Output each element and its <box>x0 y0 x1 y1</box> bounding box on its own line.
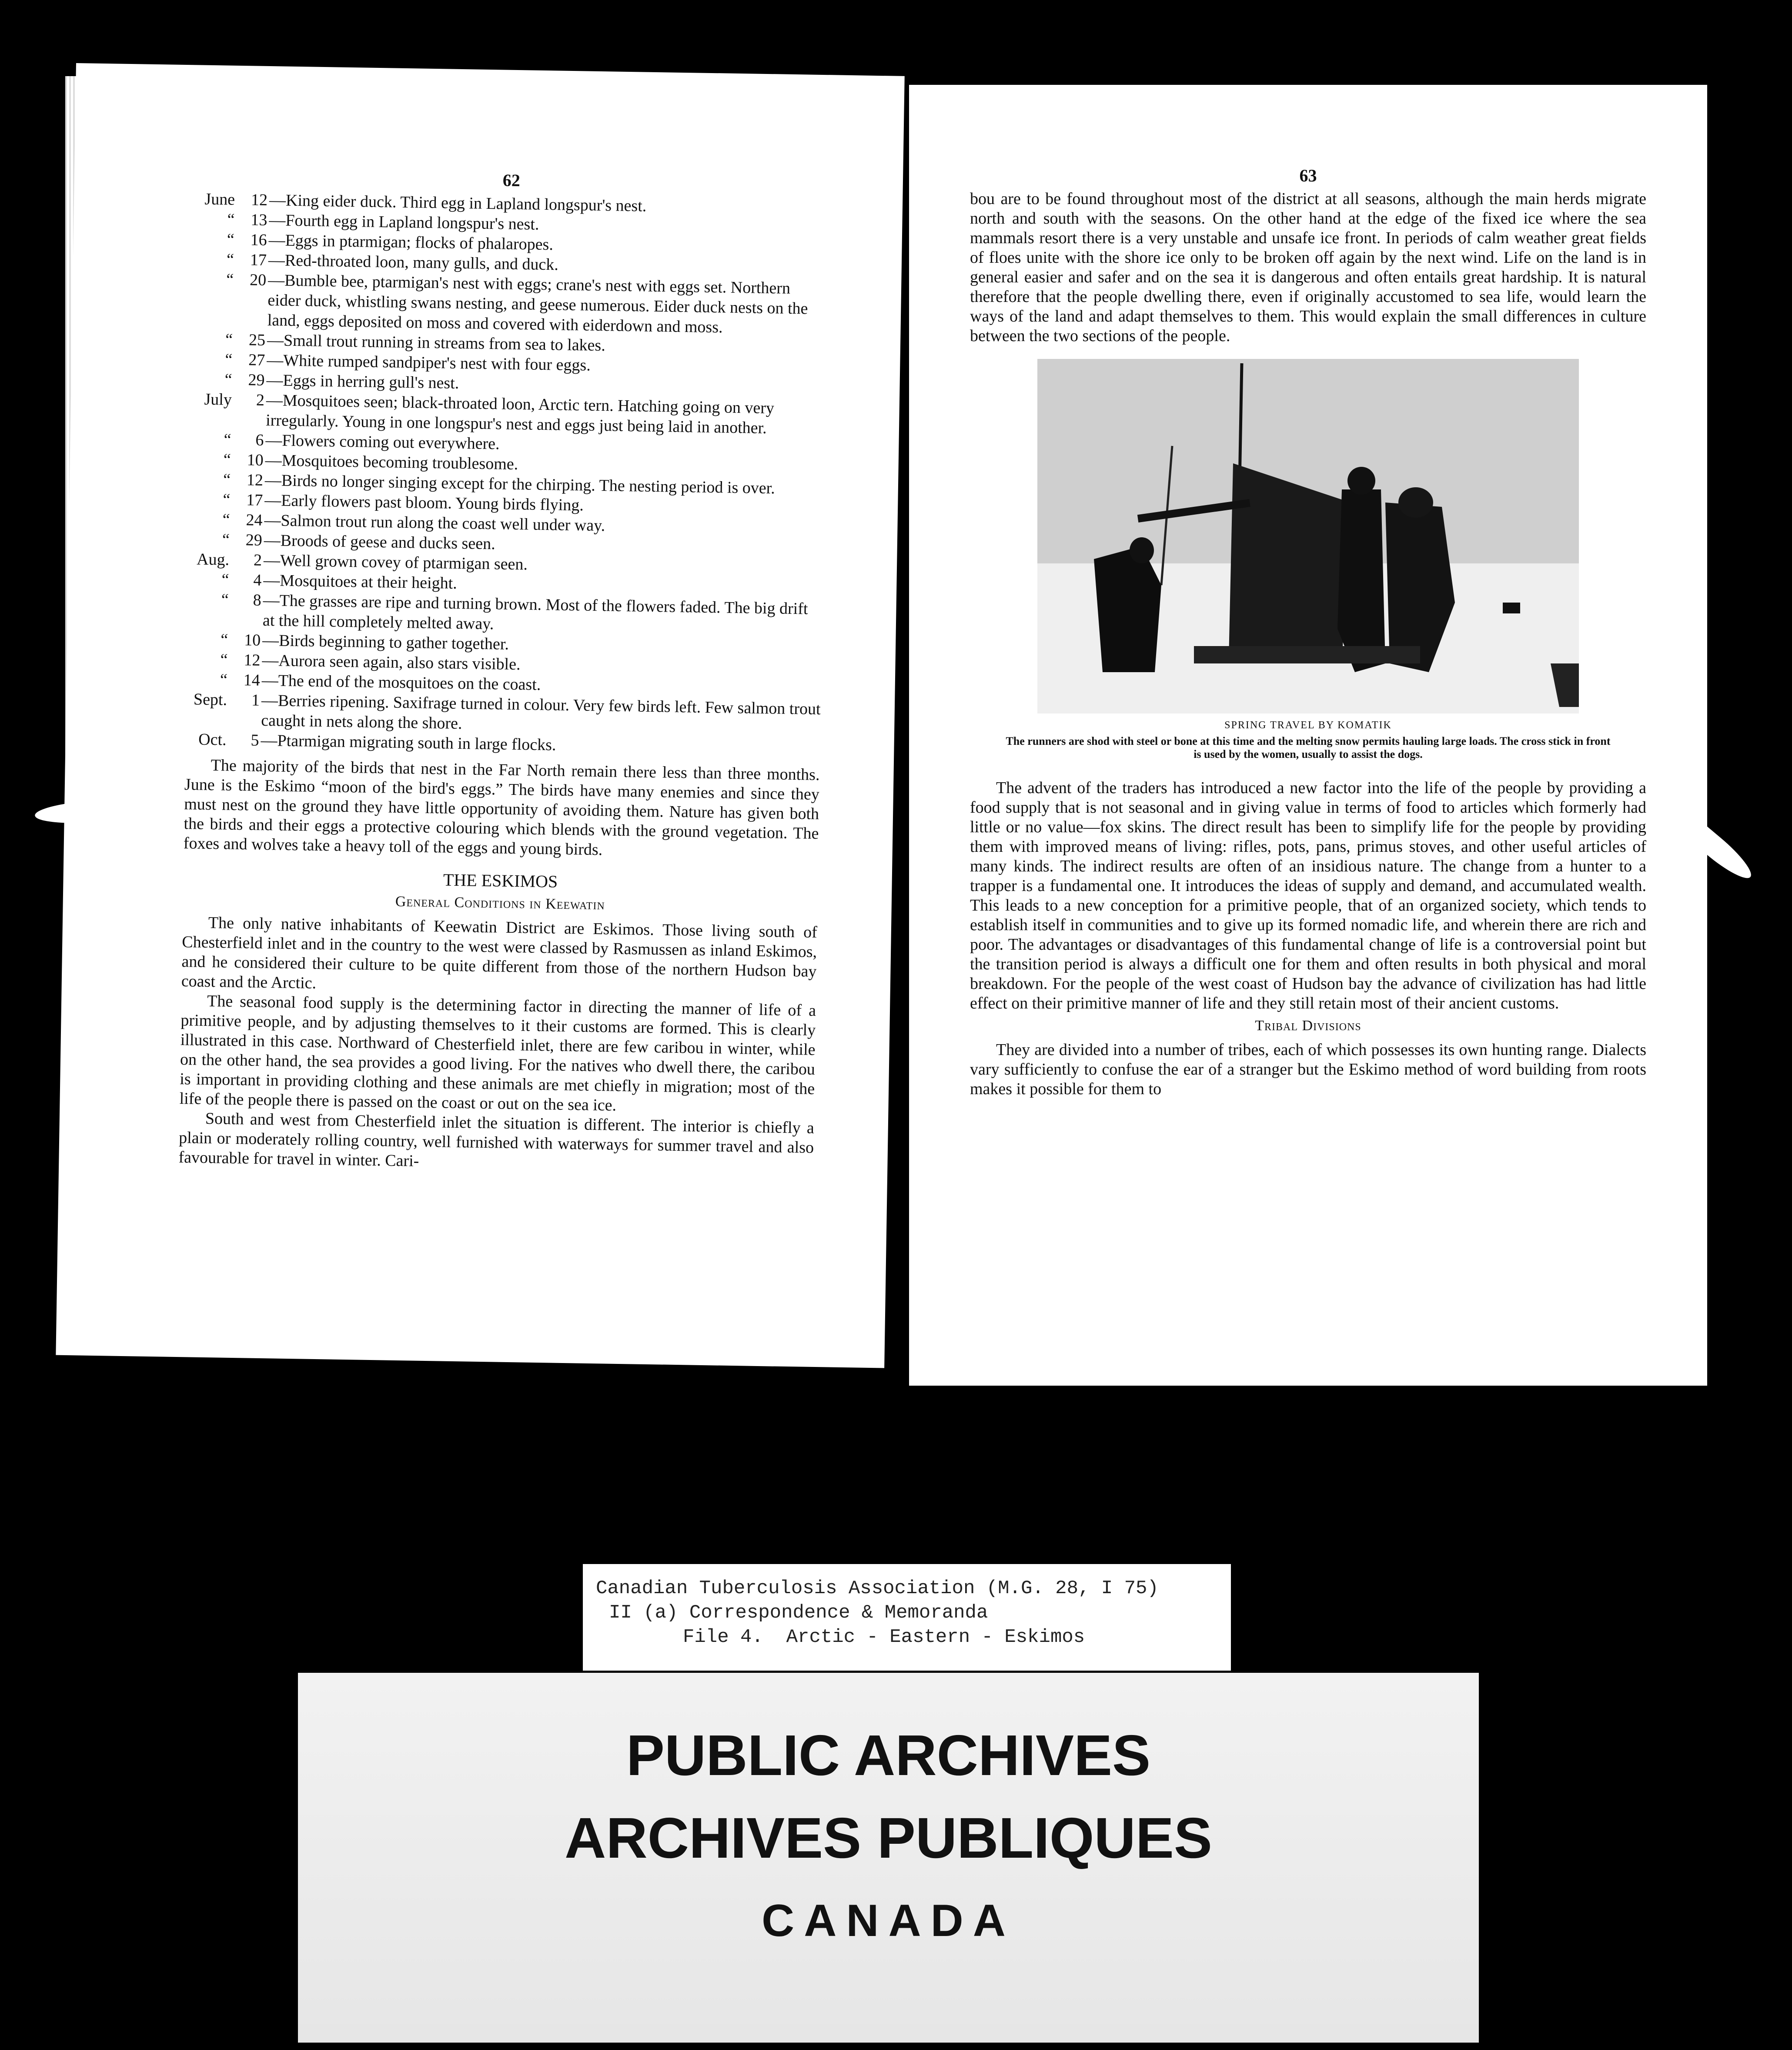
entry-text: —Mosquitoes seen; black-throated loon, Arctic tern. Hatching going on very irregularly. Young in one longspur's nest and eggs just being laid in another. <box>265 391 775 438</box>
entry-day: 27 <box>248 351 265 369</box>
entry-text: —Ptarmigan migrating south in large flocks. <box>261 731 556 754</box>
entry-text: —Fourth egg in Lapland longspur's nest. <box>269 211 539 234</box>
entry-day: 17 <box>250 251 267 269</box>
right-page <box>909 85 1707 1386</box>
entry-month: Aug. <box>196 550 230 569</box>
entry-day: 2 <box>253 551 262 569</box>
entry-day: 17 <box>246 491 263 509</box>
page-number-right: 63 <box>1299 166 1317 185</box>
entry-day: 8 <box>253 591 261 610</box>
paragraph-tribal: They are divided into a number of tribes, each of which possesses its own hunting range. Dialects vary sufficiently to confuse the ear of a stranger but the Eskimo method of word building from roots makes it possible for them to <box>970 1041 1646 1098</box>
komatik-photo <box>1037 359 1579 713</box>
entry-text: —The end of the mosquitoes on the coast. <box>261 671 541 694</box>
entry-day: 1 <box>251 691 260 710</box>
entry-month: Sept. <box>193 690 227 709</box>
entry-text: —King eider duck. Third egg in Lapland longspur's nest. <box>269 191 647 215</box>
entry-day: 29 <box>245 531 263 549</box>
section-subheading: General Conditions in Keewatin <box>395 893 605 913</box>
phenology-list <box>185 189 829 759</box>
komatik-photo-image <box>1037 359 1579 713</box>
entry-month: “ <box>223 450 231 469</box>
paragraph-3: South and west from Chesterfield inlet the situation is different. The interior is chiefly a plain or moderately rolling country, well furnished with waterways for summer travel and also favourable for travel in winter. Cari- <box>178 1109 815 1170</box>
entry-month: “ <box>223 470 231 489</box>
paragraph-top: bou are to be found throughout most of the district at all seasons, although the main herds migrate north and south with the seasons. On the other hand at the edge of the fixed ice where the sea mammals resort there is a very unstable and unsafe ice front. In periods of calm weather great fields of floes unite with the shore ice only to be broken off again by the next wind. Life on the land is in general easier and safer and on the sea it is dangerous and often entails great hardship. It is natural therefore that the people dwelling there, even if originally accustomed to sea life, would learn the ways of the land and adapt themselves to them. This would explain the small differences in culture between the two sections of the people. <box>970 190 1646 345</box>
archives-line-french: ARCHIVES PUBLIQUES <box>565 1806 1212 1870</box>
paragraph-1: The only native inhabitants of Keewatin District are Eskimos. Those living south of Chesterfield inlet and in the country to the west were classed by Rasmussen as inland Eskimos, and he considered their culture to be quite different from those of the northern Hudson bay coast and the Arctic. <box>181 914 818 992</box>
entry-text: —Mosquitoes becoming troublesome. <box>265 451 518 474</box>
entry-text: —Berries ripening. Saxifrage turned in colour. Very few birds left. Few salmon trout caught in nets along the shore. <box>261 691 821 733</box>
entry-text: —Birds beginning to gather together. <box>262 631 509 653</box>
entry-text: —Salmon trout run along the coast well under way. <box>264 511 605 535</box>
entry-day: 2 <box>256 391 265 409</box>
entry-month: “ <box>227 210 235 229</box>
entry-day: 25 <box>248 331 266 349</box>
entry-day: 10 <box>244 631 261 650</box>
entry-month: “ <box>221 590 229 609</box>
entry-day: 12 <box>246 471 264 489</box>
list-item <box>191 269 827 339</box>
page-number-left: 62 <box>502 170 521 191</box>
entry-text: —Early flowers past bloom. Young birds flying. <box>264 491 584 515</box>
paragraph-2: The seasonal food supply is the determining factor in directing the manner of life of a primitive people, and by adjusting themselves to it their customs are formed. This is clearly illustrated in this case. Northward of Chesterfield inlet, there are few caribou in winter, while on the other hand, the sea provides a good living. For the natives who dwell there, the caribou is important in providing clothing and these animals are met chiefly in migration; most of the life of the people there is passed on the coast or out on the sea ice. <box>179 992 816 1115</box>
entry-month: “ <box>226 250 234 269</box>
entry-day: 4 <box>253 571 262 590</box>
tribal-subheading: Tribal Divisions <box>1255 1018 1361 1034</box>
entry-month: “ <box>224 370 232 389</box>
entry-month: “ <box>227 230 235 249</box>
paragraph-traders: The advent of the traders has introduced a new factor into the life of the people by providing a food supply that is not seasonal and in giving value in terms of food to articles which formerly had little or no value—fox skins. The direct result has been to simplify life for the people by providing them with improved means of living: rifles, pots, pans, primus stoves, and other useful articles of many kinds. The indirect results are often of an insidious nature. The change from a hunter to a trapper is a fundamental one. It introduces the ideas of supply and demand, and accumulated wealth. This leads to a new conception for a primitive people, that of an organized society, which tends to establish itself in communities and to give up its formed nomadic life, and wherein there are rich and poor. The advantages or disadvantages of this fundamental change of life is a controversial point but the transition period is always a difficult one for them and often results in both physical and moral breakdown. For the people of the west coast of Hudson bay the advance of civilization has had little effect on their primitive manner of life and they still retain most of their ancient customs. <box>970 779 1646 1012</box>
entry-text: —Mosquitoes at their height. <box>263 571 458 593</box>
entry-day: 5 <box>251 731 259 750</box>
entry-text: —White rumped sandpiper's nest with four eggs. <box>266 351 591 375</box>
entry-month: “ <box>222 530 230 549</box>
entry-text: —Aurora seen again, also stars visible. <box>262 651 521 674</box>
entry-month: “ <box>220 670 228 689</box>
entry-day: 6 <box>255 431 264 449</box>
entry-text: —Small trout running in streams from sea to lakes. <box>267 331 606 355</box>
entry-text: —Well grown covey of ptarmigan seen. <box>263 551 528 574</box>
section-heading: THE ESKIMOS <box>443 870 558 891</box>
entry-day: 13 <box>251 211 267 229</box>
entry-day: 24 <box>246 511 263 529</box>
paragraph-birds: The majority of the birds that nest in the Far North remain there less than three months. June is the Eskimo “moon of the bird's eggs.” The birds have many enemies and since they must nest on the ground they have little opportunity of avoiding them. Nature has given both the birds and their eggs a protective colouring which blends with the ground vegetation. The foxes and wolves take a heavy toll of the eggs and young birds. <box>183 756 820 859</box>
photo-caption-title: SPRING TRAVEL BY KOMATIK <box>1224 720 1392 731</box>
archives-line-country: CANADA <box>762 1896 1015 1946</box>
entry-day: 12 <box>244 651 261 670</box>
entry-month: June <box>204 190 235 209</box>
label-line-3: File 4. Arctic - Eastern - Eskimos <box>683 1626 1085 1648</box>
entry-month: Oct. <box>198 730 227 749</box>
entry-day: 12 <box>251 191 268 209</box>
file-label-card <box>583 1564 1231 1671</box>
entry-month: “ <box>224 430 231 449</box>
entry-month: “ <box>222 510 230 529</box>
entry-month: “ <box>226 270 234 289</box>
label-line-2: II (a) Correspondence & Memoranda <box>609 1602 988 1624</box>
entry-text: —Red-throated loon, many gulls, and duck. <box>268 251 559 274</box>
entry-text: —Birds no longer singing except for the chirping. The nesting period is over. <box>264 471 776 498</box>
entry-month: “ <box>220 650 228 669</box>
entry-day: 20 <box>249 271 267 289</box>
entry-month: “ <box>221 630 228 649</box>
entry-day: 16 <box>250 231 267 249</box>
entry-day: 14 <box>243 671 261 690</box>
label-line-1: Canadian Tuberculosis Association (M.G. 28, I 75) <box>596 1578 1159 1599</box>
entry-day: 29 <box>248 371 265 389</box>
entry-day: 10 <box>247 451 264 469</box>
entry-text: —Flowers coming out everywhere. <box>265 431 500 453</box>
entry-text: —The grasses are ripe and turning brown. Most of the flowers faded. The big drift at the hill completely melted away. <box>262 591 808 633</box>
entry-month: “ <box>225 330 233 349</box>
archives-line-english: PUBLIC ARCHIVES <box>626 1723 1151 1787</box>
entry-month: “ <box>223 490 231 509</box>
entry-month: July <box>204 390 232 409</box>
entry-text: —Broods of geese and ducks seen. <box>264 531 495 553</box>
entry-text: —Bumble bee, ptarmigan's nest with eggs; crane's nest with eggs set. Northern eider duck, whistling swans nesting, and geese numerous. Eider duck nests on the land, eggs deposited on moss and covered with eiderdown and moss. <box>267 271 808 337</box>
left-page <box>56 63 904 1368</box>
entry-month: “ <box>225 350 233 369</box>
entry-text: —Eggs in herring gull's nest. <box>266 371 459 392</box>
entry-text: —Eggs in ptarmigan; flocks of phalaropes. <box>268 231 554 254</box>
entry-month: “ <box>221 570 229 589</box>
photo-caption-text: The runners are shod with steel or bone at this time and the melting snow permits hauling large loads. The cross stick in front is used by the women, usually to assist the dogs. <box>1006 735 1611 760</box>
archives-card <box>298 1673 1479 2043</box>
